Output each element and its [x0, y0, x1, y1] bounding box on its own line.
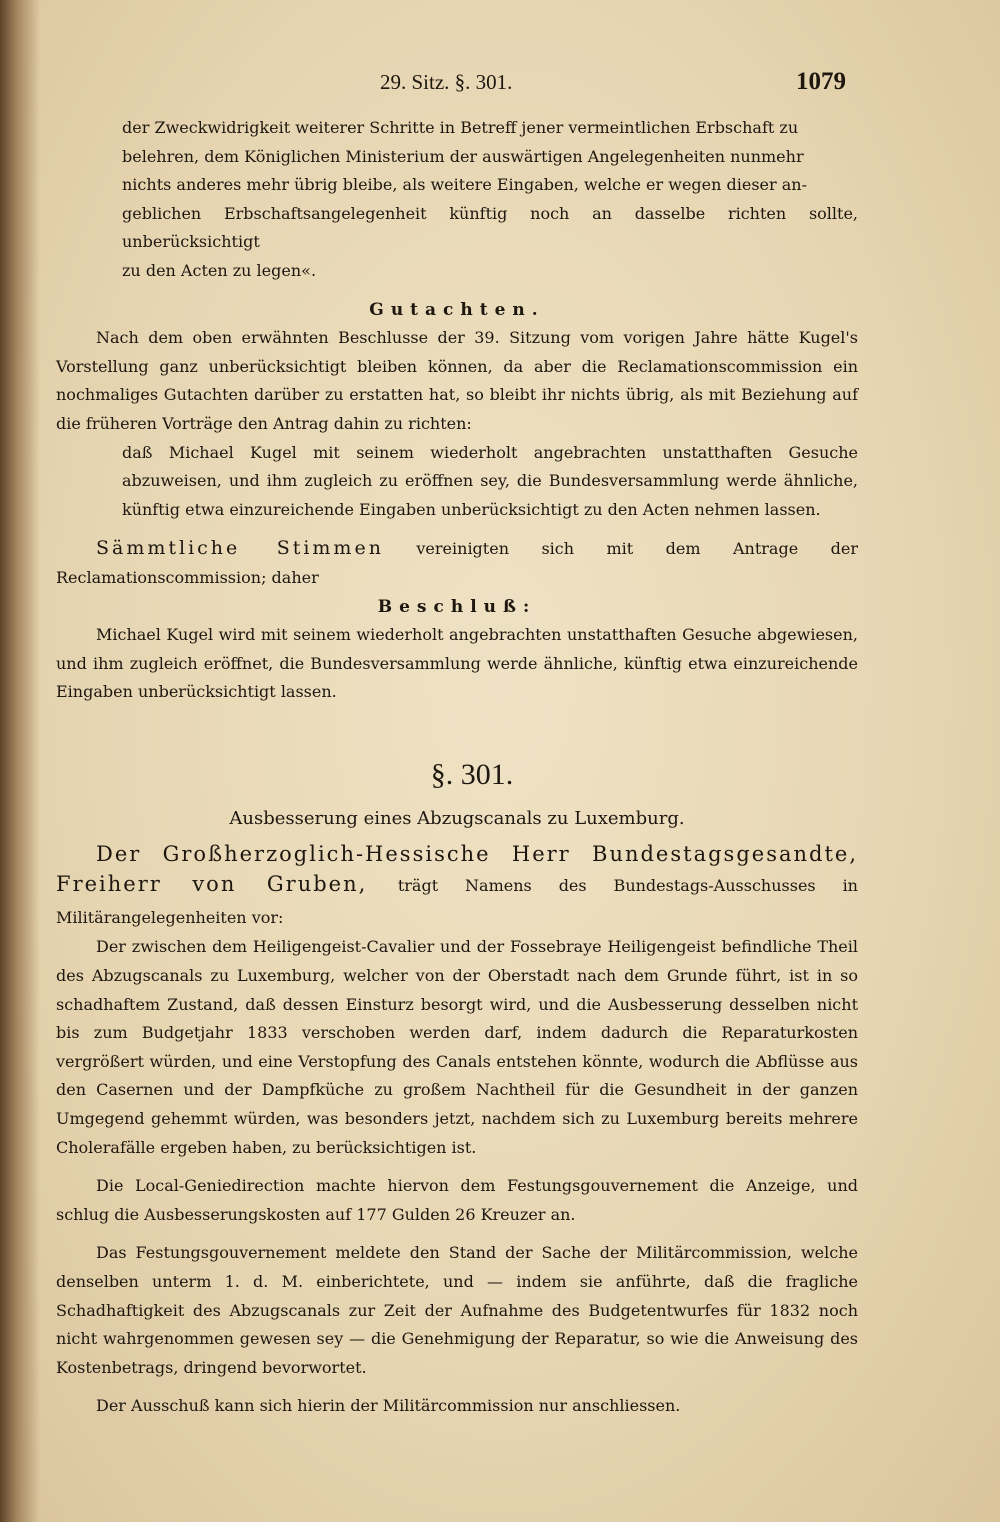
section-number: §. 301.: [430, 757, 514, 791]
page-header: [0, 70, 1000, 106]
stimmen-text: vereinigten sich mit dem Antrage der Reclamationscommission; daher: [56, 539, 858, 587]
book-spine-shadow: [0, 0, 40, 1522]
beschluss-paragraph: Michael Kugel wird mit seinem wiederholt angebrachten unstatthaften Gesuche abgewiesen, und ihm zugleich eröffnet, die Bundesversammlung werde ähnliche, künftig etwa einzureichende Eingaben unberücksichtigt lassen.: [56, 625, 858, 702]
running-head: 29. Sitz. §. 301.: [380, 70, 513, 94]
page-body: [56, 114, 858, 1421]
speaker-lead: Der Großherzoglich-Hessische Herr Bundestagsgesandte, Freiherr von Gruben,: [56, 842, 858, 897]
text-line: nichts anderes mehr übrig bleibe, als weitere Eingaben, welche er wegen dieser an-: [122, 175, 807, 195]
section-paragraph-3: Das Festungsgouvernement meldete den Stand der Sache der Militärcommission, welche denselben unterm 1. d. M. einberichtete, und — indem sie anführte, daß die fragliche Schadhaftigkeit des Abzugscanals zur Zeit der Aufnahme des Budgetentwurfes für 1832 noch nicht wahrgenommen gewesen sey — die Genehmigung der Reparatur, so wie die Anweisung des Kostenbetrags, dringend bevorwortet.: [56, 1243, 858, 1377]
section-paragraph-4: Der Ausschuß kann sich hierin der Militärcommission nur anschliessen.: [96, 1396, 681, 1416]
beschluss-heading: Beschluß:: [377, 596, 537, 617]
stimmen-paragraph: [56, 534, 858, 592]
speaker-lead-tail: trägt Namens des Bundestags-Ausschusses in Militärangelegenheiten vor:: [56, 876, 858, 928]
section-lead-paragraph: [56, 839, 858, 933]
antrag-quote: daß Michael Kugel mit seinem wiederholt angebrachten unstatthaften Gesuche abzuweisen, und ihm zugleich zu eröffnen sey, die Bundesversammlung werde ähnliche, künftig etwa einzureichende Eingaben unberücksichtigt zu den Acten nehmen lassen.: [122, 442, 858, 519]
page-number: 1079: [796, 68, 846, 95]
text-line: zu den Acten zu legen«.: [122, 260, 317, 280]
section-paragraph-2: Die Local-Geniedirection machte hiervon dem Festungsgouvernement die Anzeige, und schlug die Ausbesserungskosten auf 177 Gulden 26 Kreuzer an.: [56, 1176, 858, 1224]
text-line: der Zweckwidrigkeit weiterer Schritte in Betreff jener vermeintlichen Erbschaft zu: [122, 118, 799, 137]
text-line: belehren, dem Königlichen Ministerium der auswärtigen Angelegenheiten nunmehr: [122, 146, 804, 166]
stimmen-lead: Sämmtliche Stimmen: [96, 537, 384, 560]
gutachten-heading: Gutachten.: [369, 299, 545, 320]
text-line: geblichen Erbschaftsangelegenheit künftig noch an dasselbe richten sollte, unberücksichtigt: [122, 203, 858, 252]
continued-paragraph: [56, 114, 858, 286]
gutachten-paragraph: Nach dem oben erwähnten Beschlusse der 39. Sitzung vom vorigen Jahre hätte Kugel's Vorstellung ganz unberücksichtigt bleiben können, da aber die Reclamationscommission ein nochmaliges Gutachten darüber zu erstatten hat, so bleibt ihr nichts übrig, als mit Beziehung auf die früheren Vorträge den Antrag dahin zu richten:: [56, 328, 858, 433]
section-paragraph-1: Der zwischen dem Heiligengeist-Cavalier und der Fossebraye Heiligengeist befindliche Theil des Abzugscanals zu Luxemburg, welcher von der Oberstadt nach dem Grunde führt, ist in so schadhaftem Zustand, daß dessen Einsturz besorgt wird, und die Ausbesserung desselben nicht bis zum Budgetjahr 1833 verschoben werden darf, indem dadurch die Reparaturkosten vergrößert würden, und eine Verstopfung des Canals entstehen könnte, wodurch die Abflüsse aus den Casernen und der Dampfküche zu großem Nachtheil für die Gesundheit in der ganzen Umgegend gehemmt würden, was besonders jetzt, nachdem sich zu Luxemburg bereits mehrere Cholerafälle ergeben haben, zu berücksichtigen ist.: [56, 937, 858, 1157]
section-title: Ausbesserung eines Abzugscanals zu Luxemburg.: [229, 807, 685, 829]
